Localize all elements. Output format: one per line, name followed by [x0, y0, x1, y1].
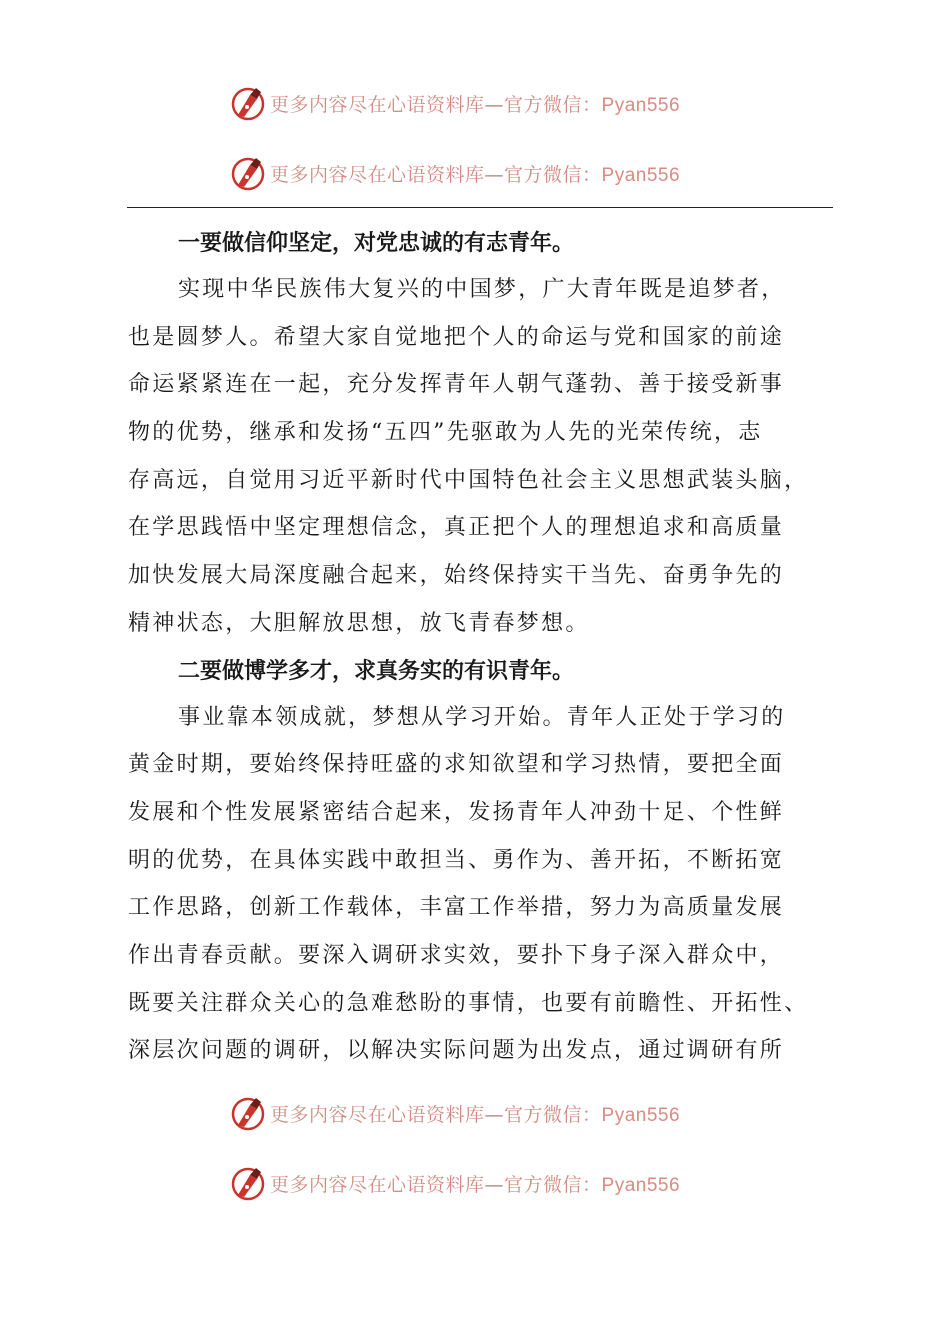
pen-nib-icon [230, 1095, 266, 1131]
section1-heading: 一要做信仰坚定，对党忠诚的有志青年。 [178, 231, 575, 256]
watermark-contact-label: 官方微信： [504, 93, 602, 116]
watermark-text: 更多内容尽在心语资料库 [270, 1103, 485, 1126]
watermark-contact-id: Pyan556 [601, 164, 681, 186]
watermark-contact-label: 官方微信： [504, 163, 602, 186]
paragraph-line: 发展和个性发展紧密结合起来，发扬青年人冲劲十足、个性鲜 [128, 799, 785, 825]
pen-nib-icon [230, 85, 266, 121]
paragraph-line: 物的优势，继承和发扬“五四”先驱敢为人先的光荣传统，志 [128, 420, 763, 446]
watermark-text: 更多内容尽在心语资料库 [270, 93, 485, 116]
watermark-text: 更多内容尽在心语资料库 [270, 1173, 485, 1196]
watermark-contact-label: 官方微信： [504, 1173, 602, 1196]
watermark-banner-bottom-1 [230, 1093, 750, 1133]
watermark-banner-top-2 [230, 153, 750, 193]
watermark-banner-top-1 [230, 83, 750, 123]
paragraph-line: 也是圆梦人。希望大家自觉地把个人的命运与党和国家的前途 [128, 324, 785, 350]
paragraph-line: 作出青春贡献。要深入调研求实效，要扑下身子深入群众中， [128, 942, 785, 968]
pen-nib-icon [230, 1165, 266, 1201]
paragraph-line: 工作思路，创新工作载体，丰富工作举措，努力为高质量发展 [128, 895, 785, 921]
watermark-contact-label: 官方微信： [504, 1103, 602, 1126]
paragraph-line: 明的优势，在具体实践中敢担当、勇作为、善开拓，不断拓宽 [128, 847, 785, 873]
watermark-separator: — [484, 163, 505, 186]
pen-nib-icon [230, 155, 266, 191]
header-divider [127, 207, 833, 208]
watermark-text: 更多内容尽在心语资料库 [270, 163, 485, 186]
paragraph-line: 事业靠本领成就，梦想从学习开始。青年人正处于学习的 [178, 704, 786, 730]
paragraph-line: 深层次问题的调研，以解决实际问题为出发点，通过调研有所 [128, 1038, 785, 1064]
watermark-separator: — [484, 1103, 505, 1126]
paragraph-line: 实现中华民族伟大复兴的中国梦，广大青年既是追梦者， [178, 277, 786, 302]
paragraph-line: 在学思践悟中坚定理想信念，真正把个人的理想追求和高质量 [128, 515, 785, 541]
paragraph-line: 黄金时期，要始终保持旺盛的求知欲望和学习热情，要把全面 [128, 752, 785, 778]
watermark-contact-id: Pyan556 [601, 1104, 681, 1126]
paragraph-line: 加快发展大局深度融合起来，始终保持实干当先、奋勇争先的 [128, 563, 785, 589]
paragraph-line: 既要关注群众关心的急难愁盼的事情，也要有前瞻性、开拓性、 [128, 990, 809, 1016]
section2-heading: 二要做博学多才，求真务实的有识青年。 [178, 658, 575, 684]
paragraph-line: 精神状态，大胆解放思想，放飞青春梦想。 [128, 610, 590, 636]
watermark-contact-id: Pyan556 [601, 94, 681, 116]
watermark-separator: — [484, 1173, 505, 1196]
watermark-separator: — [484, 93, 505, 116]
paragraph-line: 存高远，自觉用习近平新时代中国特色社会主义思想武装头脑， [128, 467, 809, 493]
paragraph-line: 命运紧紧连在一起，充分发挥青年人朝气蓬勃、善于接受新事 [128, 372, 785, 398]
watermark-contact-id: Pyan556 [601, 1174, 681, 1196]
document-body [128, 220, 838, 1075]
watermark-banner-bottom-2 [230, 1163, 750, 1203]
